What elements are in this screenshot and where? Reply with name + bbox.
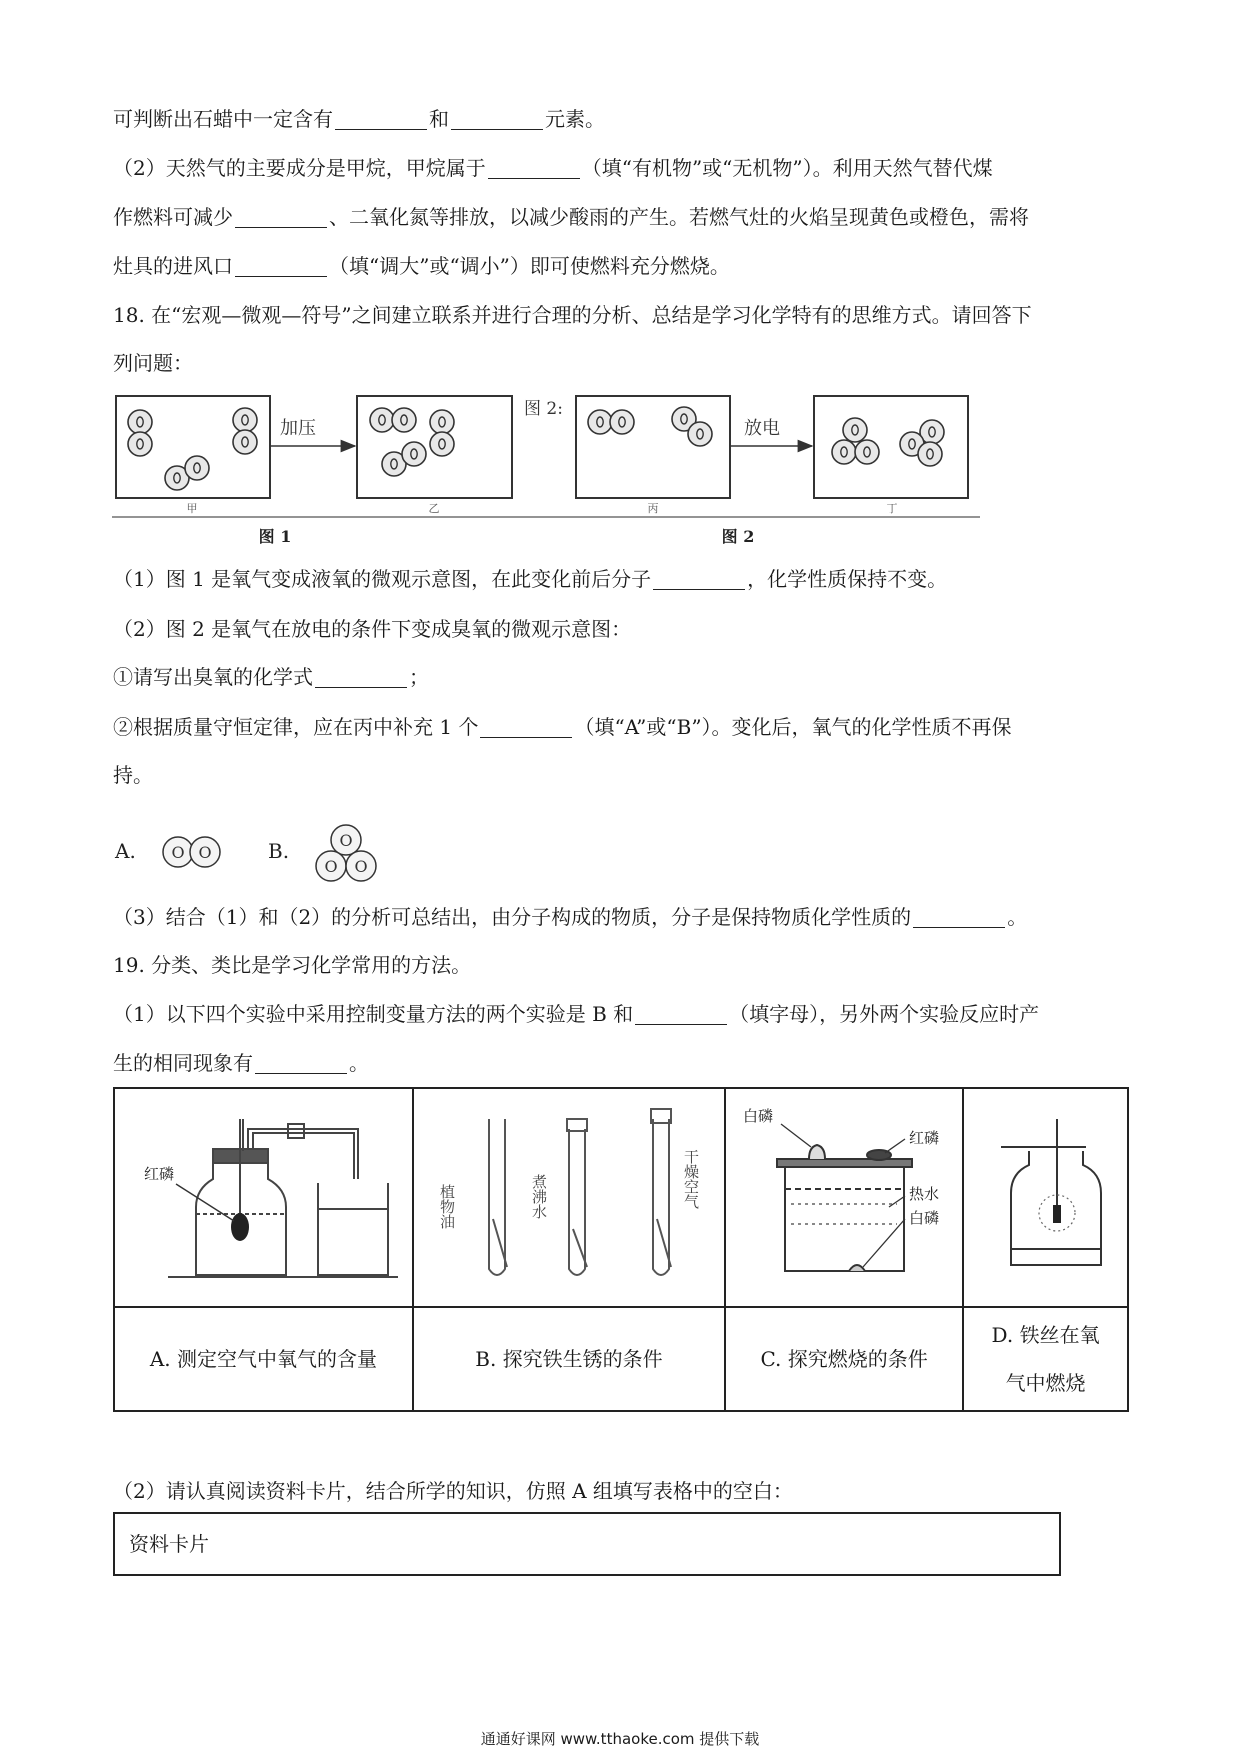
caption-fig1: 图 1	[258, 527, 292, 546]
text: 和	[429, 107, 449, 131]
caption-text: D. 铁丝在氧	[991, 1323, 1100, 1347]
text: 作燃料可减少	[113, 205, 233, 229]
info-card	[113, 1512, 1061, 1576]
caption-text: A. 测定空气中氧气的含量	[149, 1347, 377, 1371]
label-red-phosphorus-2: 红磷	[909, 1129, 940, 1147]
text-line	[113, 664, 429, 690]
text: 持。	[113, 763, 153, 787]
text: （2）天然气的主要成分是甲烷，甲烷属于	[113, 156, 486, 180]
experiment-table	[113, 1087, 1129, 1412]
answer-blank[interactable]	[913, 907, 1005, 928]
text: （填“调大”或“调小”）即可使燃料充分燃烧。	[329, 254, 730, 278]
text: （2）图 2 是氧气在放电的条件下变成臭氧的微观示意图：	[113, 617, 632, 641]
card-title: 资料卡片	[129, 1532, 209, 1556]
text: （填“A”或“B”）。变化后，氧气的化学性质不再保	[574, 715, 1012, 739]
answer-blank[interactable]	[315, 667, 407, 688]
text: （填字母），另外两个实验反应时产	[729, 1002, 1040, 1026]
exp-d-image	[963, 1088, 1128, 1307]
text-line	[113, 714, 1012, 740]
atom-symbol: O	[354, 857, 368, 876]
atom-symbol: O	[324, 857, 338, 876]
text: ；	[409, 665, 429, 689]
answer-blank[interactable]	[235, 207, 327, 228]
text-line	[113, 155, 993, 181]
atom-symbol: O	[171, 843, 185, 862]
exp-c-caption	[725, 1307, 963, 1411]
text: 19. 分类、类比是学习化学常用的方法。	[113, 953, 472, 977]
image-row	[114, 1088, 1128, 1307]
answer-blank[interactable]	[488, 158, 580, 179]
caption-row	[114, 1307, 1128, 1411]
label-veg-oil-1: 植物油	[437, 1184, 456, 1229]
text-line	[113, 904, 1027, 930]
label-white-phosphorus: 白磷	[743, 1107, 774, 1125]
answer-blank[interactable]	[335, 109, 427, 130]
text-line	[113, 1001, 1039, 1027]
atom-symbol: O	[339, 831, 353, 850]
box-label: 丙	[647, 502, 659, 515]
text: （2）请认真阅读资料卡片，结合所学的知识，仿照 A 组填写表格中的空白：	[113, 1479, 793, 1503]
text: 可判断出石蜡中一定含有	[113, 107, 333, 131]
fig2-tag: 图 2:	[524, 399, 563, 419]
label-hot-water: 热水	[909, 1185, 940, 1203]
text: （1）以下四个实验中采用控制变量方法的两个实验是 B 和	[113, 1002, 634, 1026]
exp-b-caption	[413, 1307, 725, 1411]
text: 18. 在“宏观—微观—符号”之间建立联系并进行合理的分析、总结是学习化学特有的思维方式。请回答下	[113, 303, 1032, 327]
answer-blank[interactable]	[235, 256, 327, 277]
text: ①请写出臭氧的化学式	[113, 665, 313, 689]
text-line	[113, 566, 947, 592]
text: 列问题：	[113, 351, 193, 375]
text: 生的相同现象有	[113, 1051, 253, 1075]
option-b-label: B.	[268, 839, 290, 863]
text-line	[113, 204, 1029, 230]
option-molecules	[113, 812, 413, 892]
caption-text: 气中燃烧	[1005, 1371, 1086, 1395]
text: 灶具的进风口	[113, 254, 233, 278]
answer-blank[interactable]	[451, 109, 543, 130]
box-label: 甲	[186, 502, 198, 515]
text: （1）图 1 是氧气变成液氧的微观示意图，在此变化前后分子	[113, 567, 652, 591]
text-line	[113, 762, 153, 788]
text: ②根据质量守恒定律，应在丙中补充 1 个	[113, 715, 479, 739]
text-line	[113, 616, 631, 642]
box-label: 乙	[428, 502, 440, 515]
text: （填“有机物”或“无机物”）。利用天然气替代煤	[581, 156, 993, 180]
exp-c-image	[725, 1088, 963, 1307]
option-a-label: A.	[115, 839, 136, 863]
question-19	[113, 952, 471, 978]
footer: 通通好课网 www.tthaoke.com 提供下载	[480, 1730, 760, 1748]
text: 元素。	[545, 107, 605, 131]
question-18	[113, 302, 1032, 328]
text-line	[113, 1050, 369, 1076]
answer-blank[interactable]	[480, 717, 572, 738]
caption-text: B. 探究铁生锈的条件	[475, 1347, 663, 1371]
answer-blank[interactable]	[635, 1004, 727, 1025]
label-white-phosphorus-2: 白磷	[909, 1209, 940, 1227]
answer-blank[interactable]	[255, 1053, 347, 1074]
exp-a-image	[114, 1088, 413, 1307]
text-line	[113, 350, 193, 376]
text: 、二氧化氮等排放，以减少酸雨的产生。若燃气灶的火焰呈现黄色或橙色，需将	[329, 205, 1029, 229]
label-boiled-water: 煮沸水	[529, 1174, 548, 1219]
caption-fig2: 图 2	[721, 527, 755, 546]
text: 。	[1007, 905, 1028, 929]
answer-blank[interactable]	[653, 569, 745, 590]
box-label: 丁	[886, 502, 898, 515]
arrow-label-2: 放电	[744, 418, 780, 439]
arrow-label-1: 加压	[280, 418, 316, 439]
text-line	[113, 253, 730, 279]
text: 。	[349, 1051, 369, 1075]
caption-text: C. 探究燃烧的条件	[760, 1347, 928, 1371]
exp-b-image	[413, 1088, 725, 1307]
atom-symbol: O	[198, 843, 212, 862]
label-dry-air: 干燥空气	[681, 1149, 700, 1209]
exp-a-caption	[114, 1307, 413, 1411]
label-red-phosphorus: 红磷	[144, 1165, 175, 1183]
text-line	[113, 1478, 793, 1504]
text: ，化学性质保持不变。	[747, 567, 948, 591]
molecule-figure	[112, 392, 982, 552]
text-line	[113, 106, 605, 132]
text: （3）结合（1）和（2）的分析可总结出，由分子构成的物质，分子是保持物质化学性质的	[113, 905, 912, 929]
exp-d-caption	[963, 1307, 1128, 1411]
